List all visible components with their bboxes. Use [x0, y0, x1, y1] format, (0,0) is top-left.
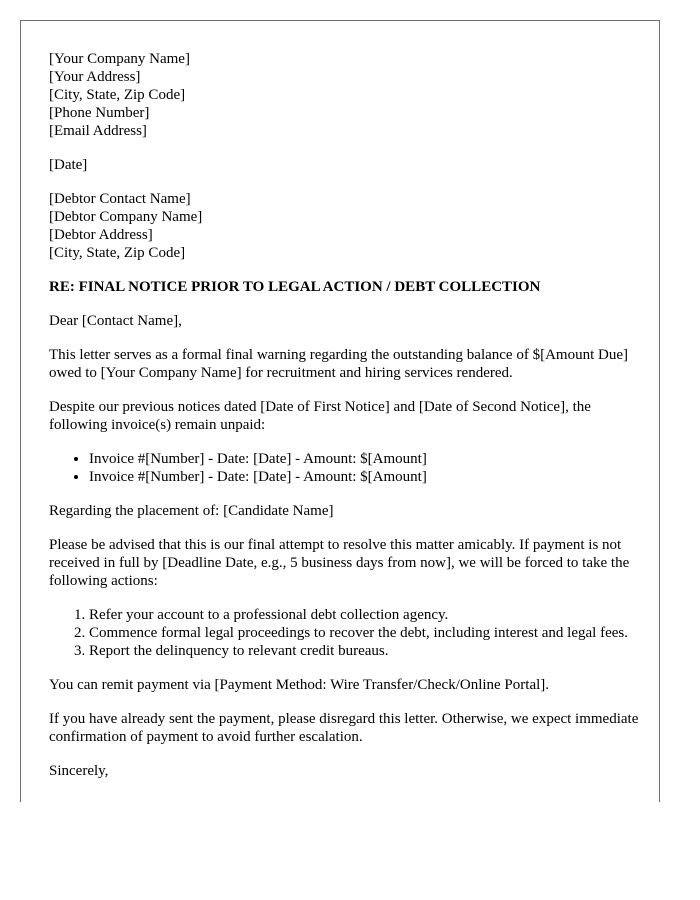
sender-phone: [Phone Number]: [49, 105, 150, 121]
recipient-city-state-zip: [City, State, Zip Code]: [49, 245, 186, 261]
payment-method-line: You can remit payment via [Payment Method: Wire Transfer/Check/Online Portal].: [49, 677, 550, 693]
recipient-contact-name: [Debtor Contact Name]: [49, 191, 191, 207]
letter-date: [Date]: [49, 157, 88, 173]
sender-city-state-zip: [City, State, Zip Code]: [49, 87, 186, 103]
invoice-item: • Invoice #[Number] - Date: [Date] - Amount: $[Amount]: [89, 450, 639, 468]
action-item: 1. Refer your account to a professional debt collection agency.: [89, 606, 639, 624]
subject-line: RE: FINAL NOTICE PRIOR TO LEGAL ACTION / DEBT COLLECTION: [49, 279, 541, 295]
invoice-item: • Invoice #[Number] - Date: [Date] - Amount: $[Amount]: [89, 468, 639, 486]
placement-line: Regarding the placement of: [Candidate Name]: [49, 503, 334, 519]
letter-content: [49, 50, 639, 780]
paragraph-disregard: If you have already sent the payment, please disregard this letter. Otherwise, we expect immediate confirmation of payment to avoid further escalation.: [49, 711, 639, 745]
sender-email: [Email Address]: [49, 123, 147, 139]
recipient-block: [49, 190, 639, 262]
recipient-company-name: [Debtor Company Name]: [49, 209, 203, 225]
action-list: [49, 606, 639, 660]
sender-company-name: [Your Company Name]: [49, 51, 190, 67]
action-item: 2. Commence formal legal proceedings to recover the debt, including interest and legal fees.: [89, 624, 639, 642]
salutation: Dear [Contact Name],: [49, 313, 182, 329]
recipient-address: [Debtor Address]: [49, 227, 153, 243]
invoice-list: [49, 450, 639, 486]
closing: Sincerely,: [49, 763, 109, 779]
sender-block: [49, 50, 639, 140]
action-item: 3. Report the delinquency to relevant credit bureaus.: [89, 642, 639, 660]
paragraph-previous-notices: Despite our previous notices dated [Date of First Notice] and [Date of Second Notice], the following invoice(s) remain unpaid:: [49, 399, 591, 433]
paragraph-final-attempt: Please be advised that this is our final attempt to resolve this matter amicably. If payment is not received in full by [Deadline Date, e.g., 5 business days from now], we will be forced to take the following actions:: [49, 537, 630, 589]
sender-address: [Your Address]: [49, 69, 141, 85]
paragraph-outstanding-balance: This letter serves as a formal final warning regarding the outstanding balance of $[Amount Due] owed to [Your Company Name] for recruitment and hiring services rendered.: [49, 347, 628, 381]
letter-page: [20, 20, 660, 802]
